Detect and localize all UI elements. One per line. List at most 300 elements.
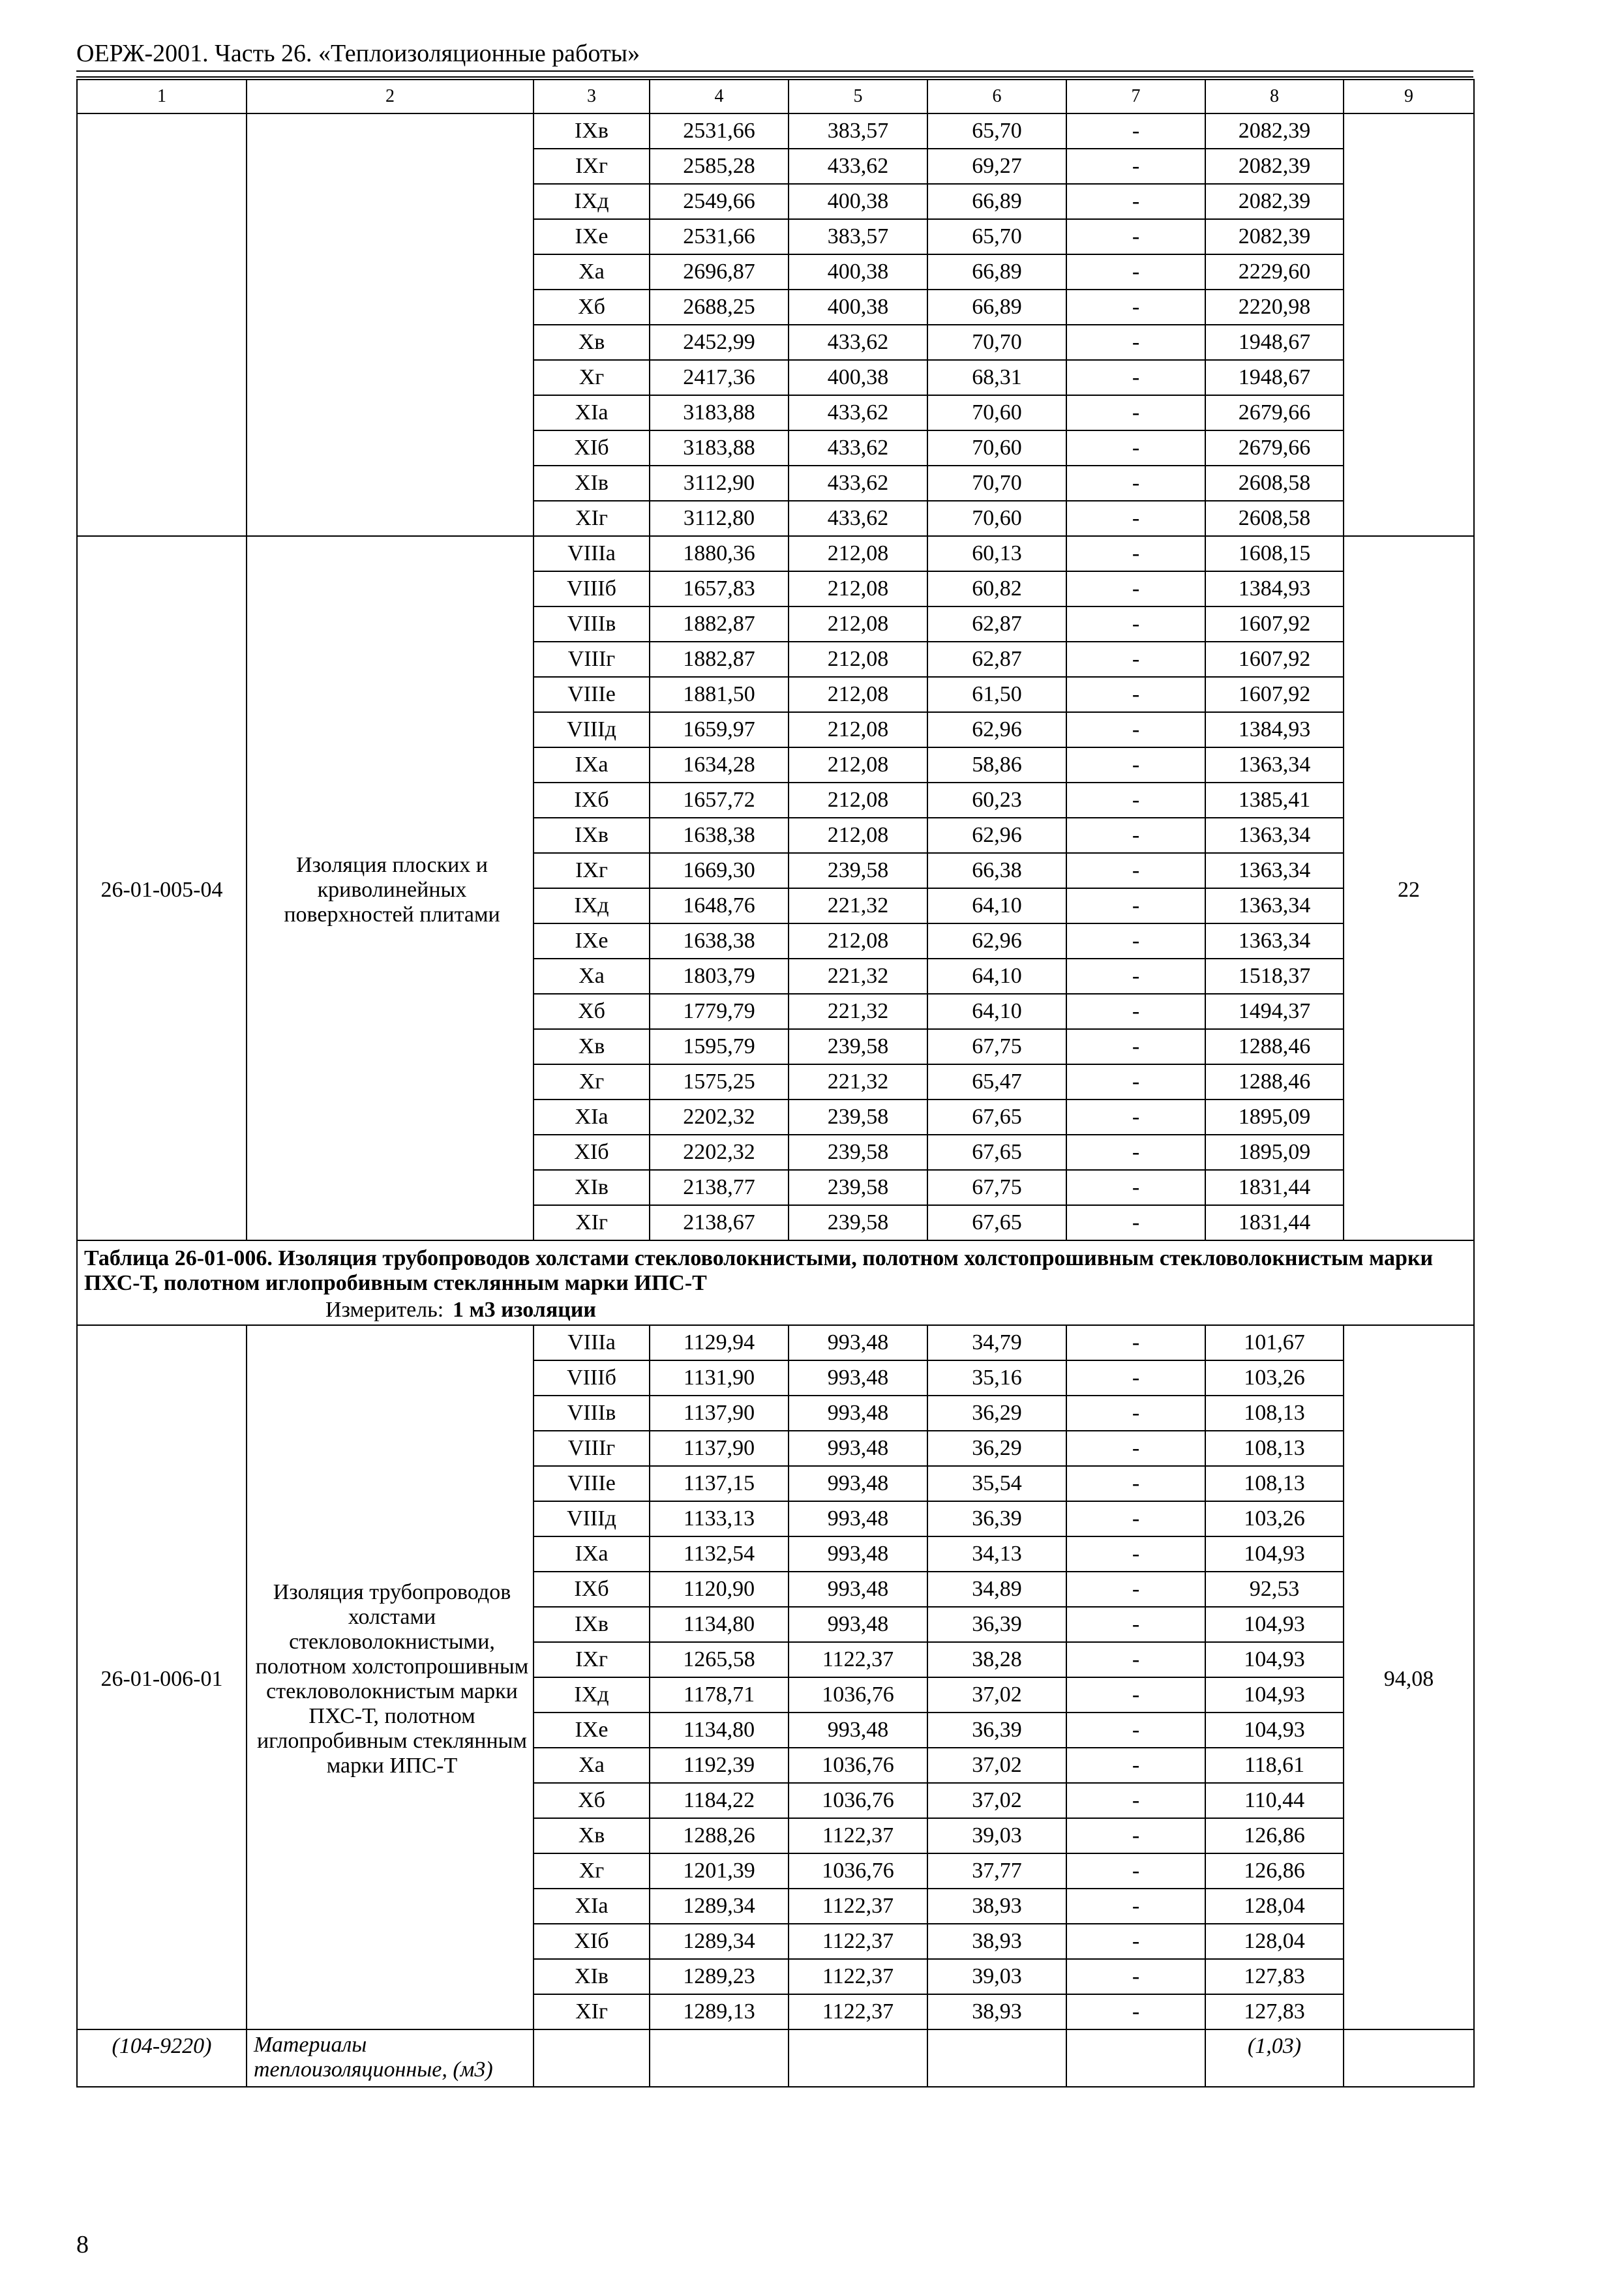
value-cell: 2585,28 [650,149,789,184]
value-cell: - [1066,1572,1205,1607]
value-cell: 1831,44 [1205,1205,1344,1240]
value-cell: 67,75 [927,1029,1066,1064]
value-cell: 2696,87 [650,254,789,290]
value-cell: 212,08 [789,642,927,677]
value-cell: 103,26 [1205,1360,1344,1396]
table-body [77,80,1474,2087]
value-cell: 221,32 [789,994,927,1029]
value-cell: 1948,67 [1205,360,1344,395]
value-cell: 433,62 [789,466,927,501]
value-cell: 993,48 [789,1360,927,1396]
zone-cell: Xб [534,994,650,1029]
column-number: 4 [650,80,789,113]
value-cell: - [1066,536,1205,571]
value-cell: 34,79 [927,1325,1066,1360]
value-cell: 239,58 [789,1205,927,1240]
value-cell: 1363,34 [1205,853,1344,888]
value-cell: 1384,93 [1205,571,1344,606]
value-cell: - [1066,606,1205,642]
item-col9: 94,08 [1344,1325,1474,2029]
zone-cell: IXa [534,1536,650,1572]
zone-cell: XIг [534,1994,650,2029]
item-code: 26-01-006-01 [77,1325,247,2029]
value-cell: 2138,77 [650,1170,789,1205]
value-cell: 65,70 [927,113,1066,149]
materials-row [77,2029,1474,2087]
table-title-row [77,1240,1474,1325]
value-cell: - [1066,642,1205,677]
value-cell: 1385,41 [1205,783,1344,818]
value-cell: 1122,37 [789,1924,927,1959]
value-cell: - [1066,254,1205,290]
value-cell: 60,13 [927,536,1066,571]
value-cell: - [1066,325,1205,360]
value-cell: 1122,37 [789,1818,927,1853]
value-cell: 1184,22 [650,1783,789,1818]
value-cell: - [1066,395,1205,430]
value-cell: 62,87 [927,642,1066,677]
empty-cell [1344,2029,1474,2087]
value-cell: 1363,34 [1205,747,1344,783]
value-cell: - [1066,1642,1205,1677]
value-cell: 126,86 [1205,1818,1344,1853]
value-cell: 36,39 [927,1501,1066,1536]
value-cell: 1648,76 [650,888,789,923]
value-cell: - [1066,923,1205,959]
zone-cell: IXд [534,1677,650,1713]
value-cell: 101,67 [1205,1325,1344,1360]
value-cell: - [1066,1713,1205,1748]
value-cell: - [1066,113,1205,149]
value-cell: - [1066,1677,1205,1713]
col9-cell [1344,113,1474,536]
zone-cell: VIIIб [534,1360,650,1396]
value-cell: 1895,09 [1205,1100,1344,1135]
value-cell: 64,10 [927,959,1066,994]
value-cell: 212,08 [789,747,927,783]
value-cell: 2082,39 [1205,184,1344,219]
value-cell: 383,57 [789,113,927,149]
value-cell: 66,89 [927,254,1066,290]
zone-cell: VIIIв [534,1396,650,1431]
value-cell: 239,58 [789,1100,927,1135]
value-cell: 1265,58 [650,1642,789,1677]
value-cell: 36,39 [927,1607,1066,1642]
value-cell: 1036,76 [789,1677,927,1713]
value-cell: 212,08 [789,923,927,959]
value-cell: 39,03 [927,1959,1066,1994]
value-cell: 993,48 [789,1325,927,1360]
value-cell: 37,77 [927,1853,1066,1889]
value-cell: 1659,97 [650,712,789,747]
value-cell: 2688,25 [650,290,789,325]
zone-cell: Xв [534,1818,650,1853]
value-cell: 1803,79 [650,959,789,994]
materials-value: (1,03) [1205,2029,1344,2087]
zone-cell: XIг [534,1205,650,1240]
item-description: Изоляция плоских и криволинейных поверхностей плитами [247,536,534,1240]
value-cell: 1494,37 [1205,994,1344,1029]
value-cell: 1595,79 [650,1029,789,1064]
zone-cell: IXг [534,149,650,184]
value-cell: 993,48 [789,1466,927,1501]
value-cell: 103,26 [1205,1501,1344,1536]
zone-cell: Xв [534,325,650,360]
value-cell: 1384,93 [1205,712,1344,747]
column-number: 8 [1205,80,1344,113]
value-cell: 34,89 [927,1572,1066,1607]
value-cell: 3183,88 [650,430,789,466]
value-cell: 37,02 [927,1783,1066,1818]
value-cell: 92,53 [1205,1572,1344,1607]
value-cell: - [1066,184,1205,219]
value-cell: 2229,60 [1205,254,1344,290]
value-cell: 2531,66 [650,219,789,254]
value-cell: 2138,67 [650,1205,789,1240]
materials-code: (104-9220) [77,2029,247,2087]
value-cell: 38,93 [927,1889,1066,1924]
value-cell: 65,70 [927,219,1066,254]
value-cell: 70,70 [927,466,1066,501]
zone-cell: XIв [534,466,650,501]
value-cell: 3112,80 [650,501,789,536]
value-cell: 2202,32 [650,1100,789,1135]
value-cell: 67,65 [927,1100,1066,1135]
value-cell: 1289,34 [650,1889,789,1924]
value-cell: 239,58 [789,853,927,888]
zone-cell: XIб [534,1135,650,1170]
value-cell: 69,27 [927,149,1066,184]
materials-description: Материалы теплоизоляционные, (м3) [247,2029,534,2087]
zone-cell: XIв [534,1170,650,1205]
value-cell: - [1066,1064,1205,1100]
value-cell: 126,86 [1205,1853,1344,1889]
value-cell: 1131,90 [650,1360,789,1396]
value-cell: 1880,36 [650,536,789,571]
value-cell: - [1066,466,1205,501]
value-cell: 433,62 [789,501,927,536]
value-cell: 2679,66 [1205,430,1344,466]
table-title: Таблица 26-01-006. Изоляция трубопроводов холстами стекловолокнистыми, полотном холстопрошивным стекловолокнистым марки ПХС-Т, полотном иглопробивным стеклянным марки ИПС-Т [84,1246,1434,1295]
zone-cell: VIIIд [534,712,650,747]
value-cell: - [1066,1501,1205,1536]
zone-cell: IXе [534,1713,650,1748]
value-cell: - [1066,818,1205,853]
value-cell: 1607,92 [1205,642,1344,677]
empty-cell [789,2029,927,2087]
column-number: 5 [789,80,927,113]
value-cell: 1518,37 [1205,959,1344,994]
value-cell: 1129,94 [650,1325,789,1360]
zone-cell: IXд [534,888,650,923]
value-cell: 2452,99 [650,325,789,360]
value-cell: 1881,50 [650,677,789,712]
value-cell: 1607,92 [1205,606,1344,642]
zone-cell: VIIIa [534,536,650,571]
value-cell: 38,93 [927,1994,1066,2029]
value-cell: - [1066,219,1205,254]
value-cell: - [1066,1783,1205,1818]
value-cell: 104,93 [1205,1536,1344,1572]
value-cell: 127,83 [1205,1959,1344,1994]
value-cell: 1134,80 [650,1713,789,1748]
value-cell: 433,62 [789,149,927,184]
value-cell: 2202,32 [650,1135,789,1170]
value-cell: 127,83 [1205,1994,1344,2029]
value-cell: 104,93 [1205,1713,1344,1748]
empty-cell [650,2029,789,2087]
value-cell: 62,96 [927,712,1066,747]
value-cell: 1363,34 [1205,888,1344,923]
value-cell: 433,62 [789,430,927,466]
value-cell: 66,89 [927,184,1066,219]
zone-cell: VIIIб [534,571,650,606]
zone-cell: IXе [534,923,650,959]
zone-cell: Xг [534,1853,650,1889]
zone-cell: IXв [534,818,650,853]
zone-cell: Xг [534,1064,650,1100]
value-cell: 1122,37 [789,1994,927,2029]
zone-cell: VIIIе [534,1466,650,1501]
value-cell: 1638,38 [650,818,789,853]
value-cell: - [1066,1205,1205,1240]
zone-cell: IXв [534,113,650,149]
table-row [77,1325,1474,1360]
value-cell: 400,38 [789,184,927,219]
value-cell: 212,08 [789,677,927,712]
zone-cell: VIIIе [534,677,650,712]
value-cell: 221,32 [789,1064,927,1100]
value-cell: 104,93 [1205,1607,1344,1642]
value-cell: 1288,26 [650,1818,789,1853]
value-cell: 1657,83 [650,571,789,606]
value-cell: 36,29 [927,1431,1066,1466]
column-number: 9 [1344,80,1474,113]
empty-cell [534,2029,650,2087]
zone-cell: VIIIв [534,606,650,642]
value-cell: 1122,37 [789,1642,927,1677]
page-header: ОЕРЖ-2001. Часть 26. «Теплоизоляционные работы» [76,40,640,67]
value-cell: 993,48 [789,1713,927,1748]
value-cell: 108,13 [1205,1466,1344,1501]
value-cell: 1948,67 [1205,325,1344,360]
value-cell: - [1066,1748,1205,1783]
value-cell: 2679,66 [1205,395,1344,430]
value-cell: 239,58 [789,1029,927,1064]
value-cell: 1137,90 [650,1396,789,1431]
value-cell: 993,48 [789,1607,927,1642]
value-cell: 383,57 [789,219,927,254]
value-cell: - [1066,1466,1205,1501]
value-cell: 35,16 [927,1360,1066,1396]
zone-cell: IXг [534,1642,650,1677]
value-cell: 2417,36 [650,360,789,395]
value-cell: 62,87 [927,606,1066,642]
value-cell: 1575,25 [650,1064,789,1100]
value-cell: 104,93 [1205,1677,1344,1713]
value-cell: 2549,66 [650,184,789,219]
value-cell: 1289,23 [650,1959,789,1994]
table-title-cell [77,1240,1474,1325]
zone-cell: XIб [534,1924,650,1959]
value-cell: - [1066,1360,1205,1396]
value-cell: 128,04 [1205,1924,1344,1959]
table-row [77,113,1474,149]
zone-cell: VIIIг [534,1431,650,1466]
value-cell: 993,48 [789,1572,927,1607]
value-cell: 64,10 [927,888,1066,923]
value-cell: - [1066,1536,1205,1572]
value-cell: 36,39 [927,1713,1066,1748]
zone-cell: XIг [534,501,650,536]
value-cell: 1122,37 [789,1959,927,1994]
value-cell: 68,31 [927,360,1066,395]
value-cell: 212,08 [789,712,927,747]
value-cell: 212,08 [789,783,927,818]
value-cell: - [1066,677,1205,712]
code-cell [77,113,247,536]
value-cell: - [1066,1396,1205,1431]
value-cell: 1608,15 [1205,536,1344,571]
value-cell: 239,58 [789,1170,927,1205]
value-cell: 993,48 [789,1501,927,1536]
item-code: 26-01-005-04 [77,536,247,1240]
value-cell: - [1066,783,1205,818]
zone-cell: IXб [534,1572,650,1607]
measure-value: 1 м3 изоляции [453,1298,597,1322]
value-cell: 400,38 [789,360,927,395]
value-cell: 433,62 [789,325,927,360]
zone-cell: IXе [534,219,650,254]
column-number: 2 [247,80,534,113]
value-cell: - [1066,1889,1205,1924]
value-cell: 128,04 [1205,1889,1344,1924]
value-cell: 3183,88 [650,395,789,430]
zone-cell: VIIIг [534,642,650,677]
value-cell: 400,38 [789,254,927,290]
value-cell: 67,65 [927,1135,1066,1170]
zone-cell: Xб [534,1783,650,1818]
value-cell: 2220,98 [1205,290,1344,325]
value-cell: 37,02 [927,1748,1066,1783]
value-cell: 104,93 [1205,1642,1344,1677]
value-cell: 1036,76 [789,1783,927,1818]
value-cell: - [1066,571,1205,606]
value-cell: 1363,34 [1205,818,1344,853]
value-cell: 70,60 [927,501,1066,536]
value-cell: 1669,30 [650,853,789,888]
value-cell: 212,08 [789,818,927,853]
value-cell: 118,61 [1205,1748,1344,1783]
value-cell: 108,13 [1205,1396,1344,1431]
value-cell: 1657,72 [650,783,789,818]
value-cell: 212,08 [789,606,927,642]
zone-cell: IXг [534,853,650,888]
value-cell: 400,38 [789,290,927,325]
empty-cell [927,2029,1066,2087]
value-cell: 1132,54 [650,1536,789,1572]
description-cell [247,113,534,536]
value-cell: 38,28 [927,1642,1066,1677]
value-cell: - [1066,290,1205,325]
zone-cell: Xa [534,1748,650,1783]
value-cell: 1882,87 [650,606,789,642]
value-cell: - [1066,1135,1205,1170]
value-cell: 1363,34 [1205,923,1344,959]
value-cell: - [1066,501,1205,536]
value-cell: 1289,34 [650,1924,789,1959]
value-cell: 1288,46 [1205,1064,1344,1100]
header-rule [76,76,1473,78]
value-cell: - [1066,1325,1205,1360]
value-cell: 221,32 [789,888,927,923]
value-cell: 212,08 [789,571,927,606]
value-cell: 1178,71 [650,1677,789,1713]
value-cell: 1607,92 [1205,677,1344,712]
zone-cell: XIa [534,1889,650,1924]
value-cell: 65,47 [927,1064,1066,1100]
value-cell: 67,65 [927,1205,1066,1240]
value-cell: 433,62 [789,395,927,430]
zone-cell: XIб [534,430,650,466]
value-cell: - [1066,1170,1205,1205]
value-cell: 108,13 [1205,1431,1344,1466]
price-table [76,79,1475,2087]
value-cell: 67,75 [927,1170,1066,1205]
value-cell: 1201,39 [650,1853,789,1889]
column-number: 3 [534,80,650,113]
value-cell: - [1066,1431,1205,1466]
value-cell: 61,50 [927,677,1066,712]
value-cell: 239,58 [789,1135,927,1170]
value-cell: 64,10 [927,994,1066,1029]
value-cell: - [1066,1994,1205,2029]
zone-cell: IXa [534,747,650,783]
zone-cell: Xг [534,360,650,395]
value-cell: 1134,80 [650,1607,789,1642]
value-cell: 1638,38 [650,923,789,959]
column-number-row [77,80,1474,113]
value-cell: - [1066,853,1205,888]
measure-line [84,1296,1467,1324]
value-cell: 66,38 [927,853,1066,888]
value-cell: 39,03 [927,1818,1066,1853]
value-cell: 1120,90 [650,1572,789,1607]
value-cell: - [1066,1607,1205,1642]
value-cell: 2608,58 [1205,501,1344,536]
zone-cell: Xб [534,290,650,325]
value-cell: 62,96 [927,818,1066,853]
value-cell: - [1066,149,1205,184]
zone-cell: VIIIa [534,1325,650,1360]
value-cell: 1036,76 [789,1748,927,1783]
zone-cell: IXв [534,1607,650,1642]
value-cell: 110,44 [1205,1783,1344,1818]
value-cell: 62,96 [927,923,1066,959]
item-description: Изоляция трубопроводов холстами стекловолокнистыми, полотном холстопрошивным стекловолокнистым марки ПХС-Т, полотном иглопробивным стеклянным марки ИПС-Т [247,1325,534,2029]
value-cell: 70,60 [927,430,1066,466]
value-cell: 66,89 [927,290,1066,325]
value-cell: - [1066,1100,1205,1135]
value-cell: 2608,58 [1205,466,1344,501]
column-number: 6 [927,80,1066,113]
value-cell: - [1066,1959,1205,1994]
value-cell: 38,93 [927,1924,1066,1959]
value-cell: 1831,44 [1205,1170,1344,1205]
value-cell: 1133,13 [650,1501,789,1536]
value-cell: 221,32 [789,959,927,994]
value-cell: 58,86 [927,747,1066,783]
